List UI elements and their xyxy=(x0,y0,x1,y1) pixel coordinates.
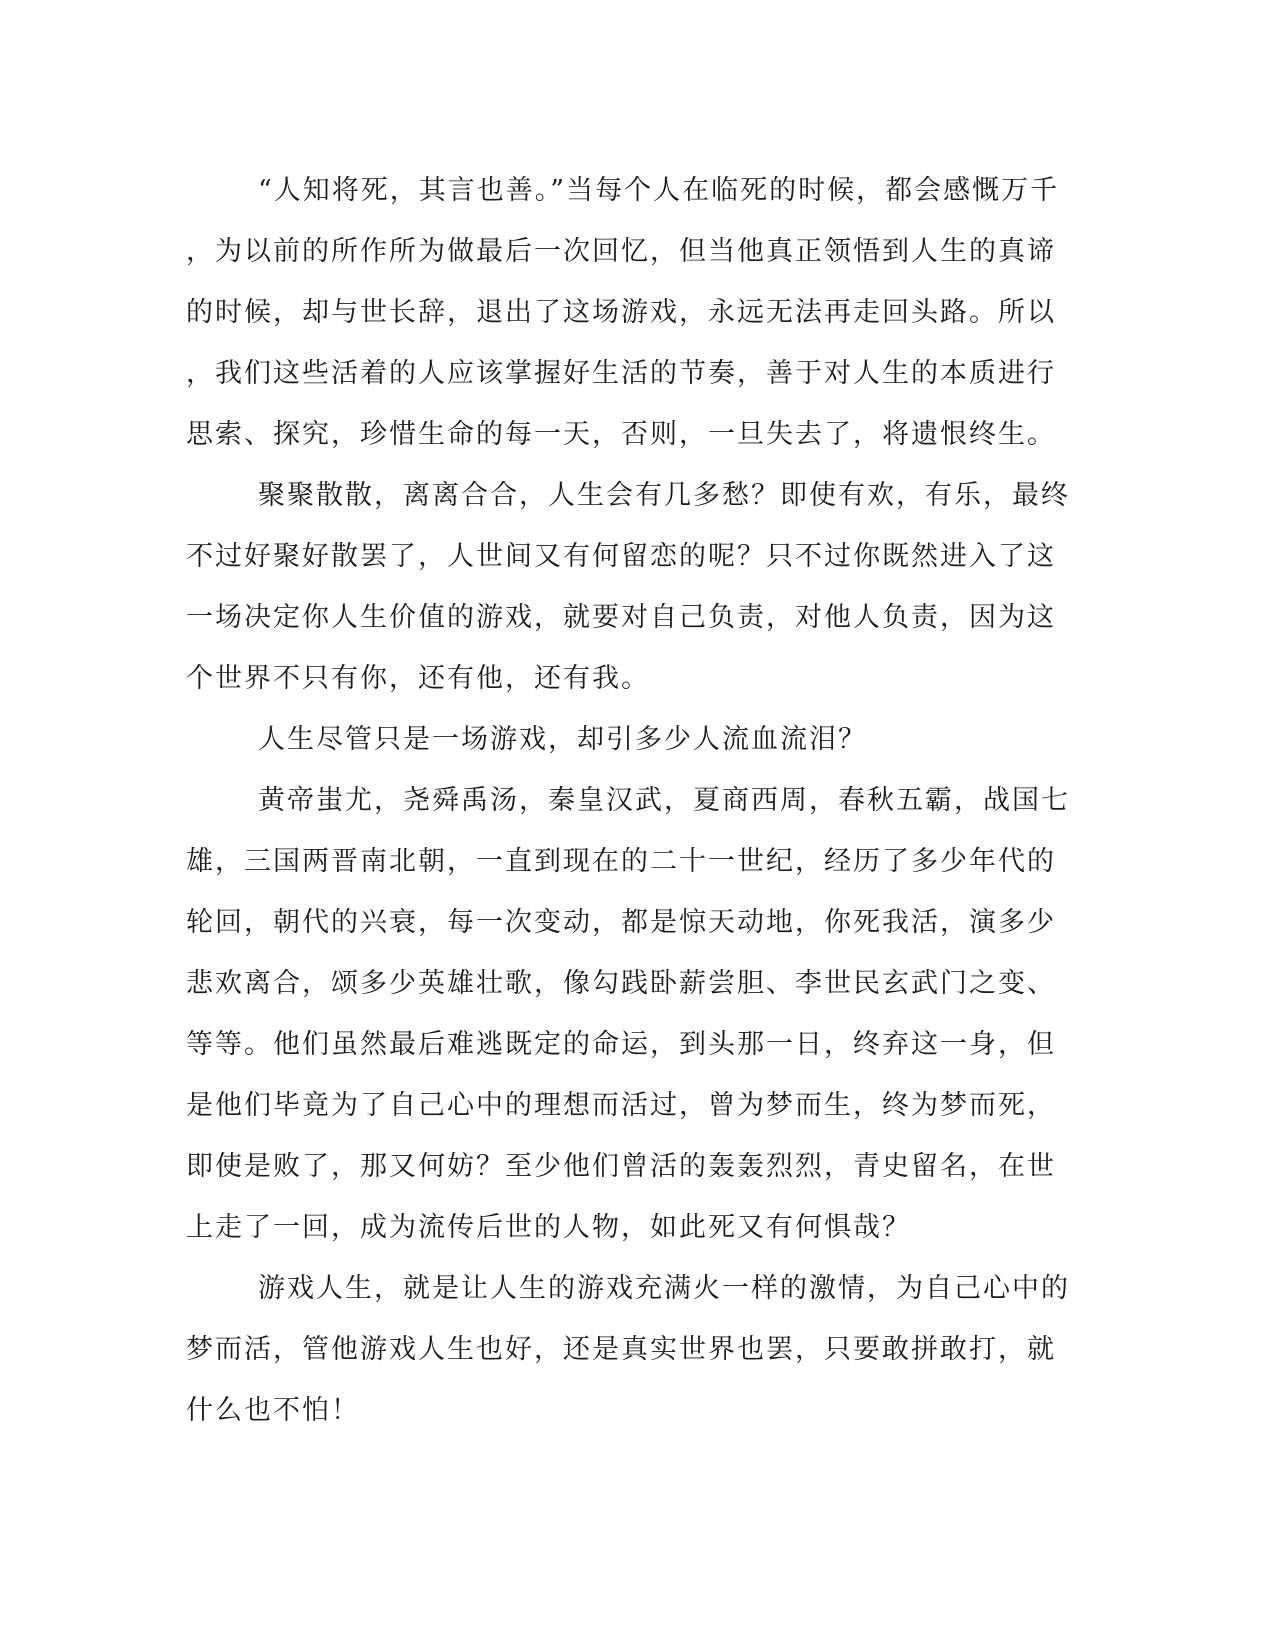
text-line: 是他们毕竟为了自己心中的理想而活过，曾为梦而生，终为梦而死， xyxy=(186,1090,1056,1121)
text-line: 即使是败了，那又何妨？至少他们曾活的轰轰烈烈，青史留名，在世 xyxy=(186,1151,1056,1182)
text-line: 轮回，朝代的兴衰，每一次变动，都是惊天动地，你死我活，演多少 xyxy=(186,907,1056,938)
text-line: ，为以前的所作所为做最后一次回忆，但当他真正领悟到人生的真谛 xyxy=(186,236,1056,267)
body-text xyxy=(186,160,1086,1441)
text-line: 不过好聚好散罢了，人世间又有何留恋的呢？只不过你既然进入了这 xyxy=(186,541,1056,572)
text-line: 上走了一回，成为流传后世的人物，如此死又有何惧哉？ xyxy=(186,1212,911,1243)
text-line: 什么也不怕！ xyxy=(186,1395,360,1426)
text-line: 游戏人生，就是让人生的游戏充满火一样的激情，为自己心中的 xyxy=(258,1273,1070,1304)
text-line: 的时候，却与世长辞，退出了这场游戏，永远无法再走回头路。所以 xyxy=(186,297,1056,328)
text-line: 人生尽管只是一场游戏，却引多少人流血流泪？ xyxy=(258,724,867,755)
text-line: ，我们这些活着的人应该掌握好生活的节奏，善于对人生的本质进行 xyxy=(186,358,1056,389)
text-line: 思索、探究，珍惜生命的每一天，否则，一旦失去了，将遗恨终生。 xyxy=(186,419,1056,450)
text-line: 聚聚散散，离离合合，人生会有几多愁？即使有欢，有乐，最终 xyxy=(258,480,1070,511)
text-line: 等等。他们虽然最后难逃既定的命运，到头那一日，终弃这一身，但 xyxy=(186,1029,1056,1060)
text-line: 悲欢离合，颂多少英雄壮歌，像勾践卧薪尝胆、李世民玄武门之变、 xyxy=(186,968,1056,999)
text-line: 黄帝蚩尤，尧舜禹汤，秦皇汉武，夏商西周，春秋五霸，战国七 xyxy=(258,785,1070,816)
text-line: 雄，三国两晋南北朝，一直到现在的二十一世纪，经历了多少年代的 xyxy=(186,846,1056,877)
text-line: 梦而活，管他游戏人生也好，还是真实世界也罢，只要敢拼敢打，就 xyxy=(186,1334,1056,1365)
text-line: 个世界不只有你，还有他，还有我。 xyxy=(186,663,650,694)
text-line: “人知将死，其言也善。”当每个人在临死的时候，都会感慨万千 xyxy=(258,175,1060,206)
text-line: 一场决定你人生价值的游戏，就要对自己负责，对他人负责，因为这 xyxy=(186,602,1056,633)
